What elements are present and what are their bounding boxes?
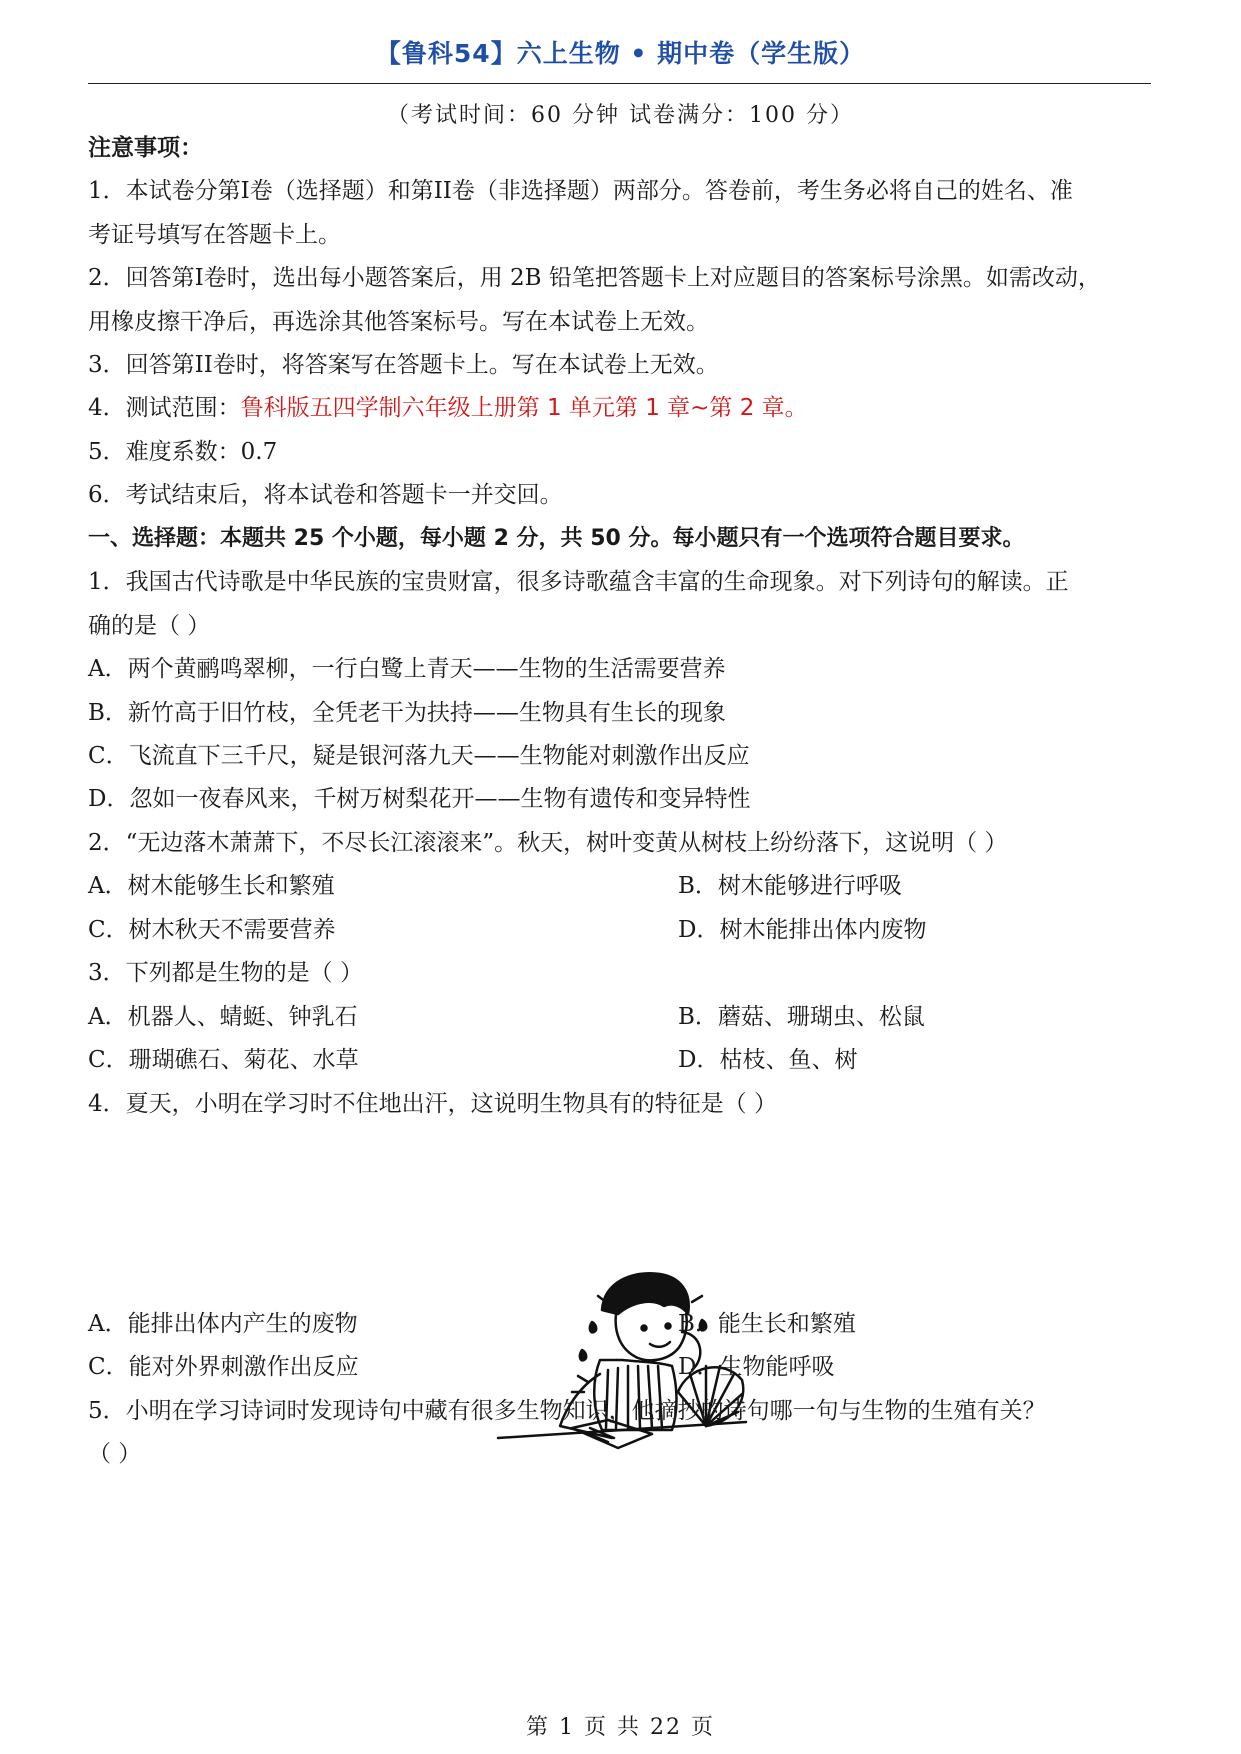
exam-info: （考试时间：60 分钟 试卷满分：100 分） bbox=[387, 103, 854, 128]
q1-stem-line-1: 1．我国古代诗歌是中华民族的宝贵财富，很多诗歌蕴含丰富的生命现象。对下列诗句的解读。正 bbox=[88, 569, 1069, 595]
note-1-line-2: 考证号填写在答题卡上。 bbox=[88, 222, 341, 248]
document-title: 【鲁科54】六上生物 • 期中卷（学生版） bbox=[375, 39, 866, 68]
q3-options-row-2 bbox=[88, 1045, 1151, 1075]
q4-option-c: C．能对外界刺激作出反应 bbox=[88, 1354, 359, 1380]
q3-options-row-1 bbox=[88, 1002, 1151, 1032]
q4-stem: 4．夏天，小明在学习时不住地出汗，这说明生物具有的特征是（ ） bbox=[88, 1091, 777, 1117]
note-4-label: 4．测试范围： bbox=[88, 395, 241, 421]
q2-option-b: B．树木能够进行呼吸 bbox=[678, 873, 902, 899]
q2-options-row-1 bbox=[88, 871, 1151, 901]
q2-options-row-2 bbox=[88, 915, 1151, 945]
notes-heading: 注意事项： bbox=[88, 135, 203, 161]
q1-stem-line-2: 确的是（ ） bbox=[88, 613, 211, 639]
note-5: 5．难度系数：0.7 bbox=[88, 439, 278, 465]
q2-option-c: C．树木秋天不需要营养 bbox=[88, 917, 336, 943]
q3-option-c: C．珊瑚礁石、菊花、水草 bbox=[88, 1047, 359, 1073]
q3-option-a: A．机器人、蜻蜓、钟乳石 bbox=[88, 1004, 358, 1030]
note-3: 3．回答第II卷时，将答案写在答题卡上。写在本试卷上无效。 bbox=[88, 352, 719, 378]
q2-stem: 2．“无边落木萧萧下，不尽长江滚滚来”。秋天，树叶变黄从树枝上纷纷落下，这说明（ ） bbox=[88, 830, 1008, 856]
q1-option-a: A．两个黄鹂鸣翠柳，一行白鹭上青天——生物的生活需要营养 bbox=[88, 656, 726, 682]
q3-option-d: D．枯枝、鱼、树 bbox=[678, 1047, 858, 1073]
note-6: 6．考试结束后，将本试卷和答题卡一并交回。 bbox=[88, 482, 563, 508]
q3-stem: 3．下列都是生物的是（ ） bbox=[88, 960, 363, 986]
section-1-heading: 一、选择题：本题共 25 个小题，每小题 2 分，共 50 分。每小题只有一个选项符合题目要求。 bbox=[88, 526, 1025, 551]
q4-options-row-1 bbox=[88, 1309, 1151, 1339]
q5-stem-line-2: （ ） bbox=[88, 1441, 142, 1467]
q4-option-b: B．能生长和繁殖 bbox=[678, 1311, 856, 1337]
q4-options-row-2 bbox=[88, 1352, 1151, 1382]
q3-option-b: B．蘑菇、珊瑚虫、松鼠 bbox=[678, 1004, 925, 1030]
q1-option-d: D．忽如一夜春风来，千树万树梨花开——生物有遗传和变异特性 bbox=[88, 786, 751, 812]
note-2-line-1: 2．回答第I卷时，选出每小题答案后，用 2B 铅笔把答题卡上对应题目的答案标号涂黑。如需改动， bbox=[88, 265, 1101, 291]
q2-option-d: D．树木能排出体内废物 bbox=[678, 917, 927, 943]
q4-option-a: A．能排出体内产生的废物 bbox=[88, 1311, 358, 1337]
q2-option-a: A．树木能够生长和繁殖 bbox=[88, 873, 335, 899]
note-2-line-2: 用橡皮擦干净后，再选涂其他答案标号。写在本试卷上无效。 bbox=[88, 309, 709, 335]
page-number: 第 1 页 共 22 页 bbox=[526, 1715, 715, 1740]
note-1-line-1: 1．本试卷分第I卷（选择题）和第II卷（非选择题）两部分。答卷前，考生务必将自己的姓名、准 bbox=[88, 178, 1073, 204]
header-divider bbox=[88, 83, 1151, 84]
note-4 bbox=[88, 393, 1151, 423]
q4-option-d: D．生物能呼吸 bbox=[678, 1354, 835, 1380]
q1-option-b: B．新竹高于旧竹枝，全凭老干为扶持——生物具有生长的现象 bbox=[88, 700, 726, 726]
test-scope: 鲁科版五四学制六年级上册第 1 单元第 1 章~第 2 章。 bbox=[240, 395, 808, 421]
q5-stem-line-1: 5．小明在学习诗词时发现诗句中藏有很多生物知识，他摘抄的诗句哪一句与生物的生殖有关？ bbox=[88, 1398, 1046, 1424]
q1-option-c: C．飞流直下三千尺，疑是银河落九天——生物能对刺激作出反应 bbox=[88, 743, 750, 769]
